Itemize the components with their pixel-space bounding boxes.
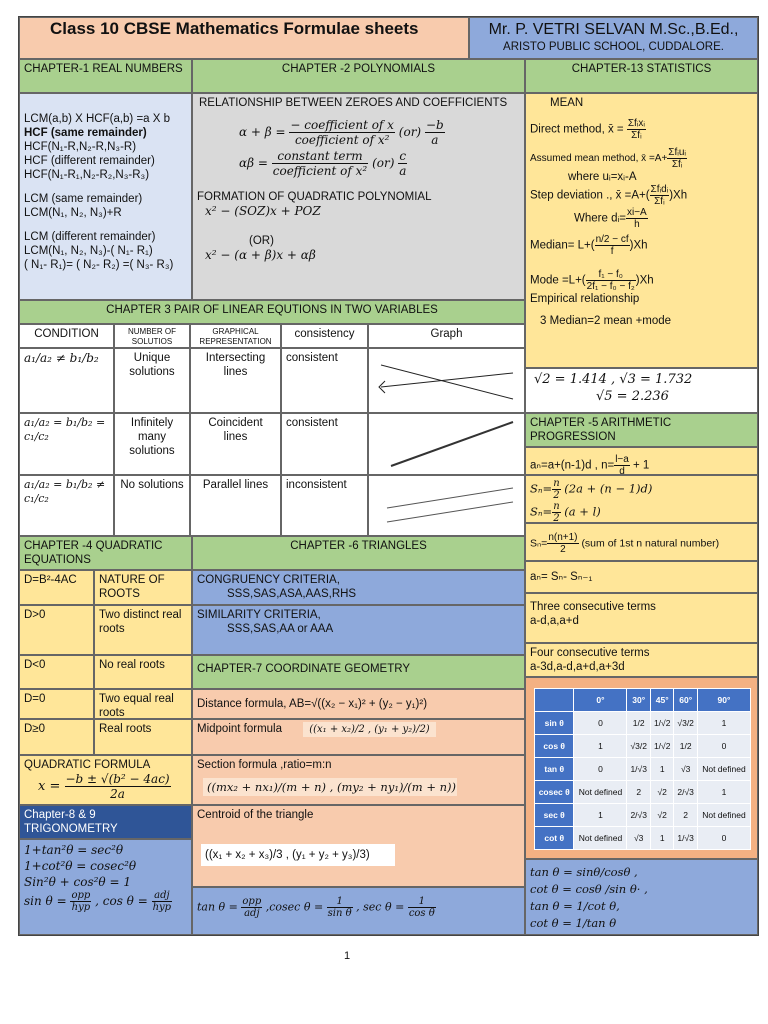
table-row [535, 827, 751, 850]
row-label: sec θ [535, 804, 574, 827]
table-cell: 1/√3 [674, 827, 697, 850]
tan-num: opp [242, 896, 262, 907]
step-den: Σfᵢ [654, 196, 665, 207]
table-cell: 2/√3 [674, 781, 697, 804]
direct-den: Σfᵢ [631, 130, 642, 141]
row-label: cos θ [535, 735, 574, 758]
prod-den: coefficient of x² [272, 164, 368, 178]
table-cell: √3 [674, 758, 697, 781]
ap-three-terms [525, 593, 758, 643]
ch1-line: HCF (different remainder) [24, 155, 155, 167]
ch1-heading: CHAPTER-1 REAL NUMBERS [19, 59, 192, 93]
table-row [535, 781, 751, 804]
table-cell: 2 [627, 781, 650, 804]
identity-3: Sin²θ + cos²θ = 1 [24, 875, 131, 889]
sn2-num: n [553, 501, 560, 512]
trig-ratios-2 [192, 887, 525, 935]
sum-or: (or) [398, 125, 422, 139]
ch1-line: LCM (different remainder) [24, 231, 156, 243]
trig-table-box [525, 677, 758, 859]
table-header: 60° [674, 689, 697, 712]
four-terms: a-3d,a-d,a+d,a+3d [530, 661, 625, 673]
row-label: sin θ [535, 712, 574, 735]
ch13-body [525, 93, 758, 368]
trig-relations [525, 859, 758, 935]
table-cell: 1 [650, 758, 673, 781]
ap-natural-sum [525, 523, 758, 561]
title-text: Class 10 CBSE Mathematics Formulae sheets [50, 19, 419, 38]
ch1-line: LCM(N₁, N₂, N₃)-( N₁- R₁) [24, 245, 153, 257]
table-cell: 1 [650, 827, 673, 850]
table-cell: 1/√3 [627, 758, 650, 781]
cosec-num: 1 [327, 896, 353, 908]
snn-note: (sum of 1st n natural number) [581, 537, 720, 550]
similarity-title: SIMILARITY CRITERIA, [197, 609, 321, 621]
ap-nth-term [525, 447, 758, 475]
median-num: n/2 − cf [595, 234, 629, 245]
roots-line-1: √2 = 1.414 , √3 = 1.732 [534, 372, 693, 387]
centroid-expression: ((x₁ + x₂ + x₃)/3 , (y₁ + y₂ + y₃)/3) [201, 844, 395, 866]
qf-title: QUADRATIC FORMULA [24, 759, 151, 771]
formation-formula-1: x² − (SOZ)x + POZ [205, 204, 321, 218]
sin-den: hyp [71, 902, 91, 913]
cosec-den: sin θ [327, 908, 352, 919]
ap-four-terms [525, 643, 758, 677]
col-solutions: NUMBER OF SOLUTIOS [114, 324, 190, 348]
sn1-den: 2 [553, 490, 560, 501]
table-cell: 1 [697, 712, 750, 735]
ch3-heading: CHAPTER 3 PAIR OF LINEAR EQUTIONS IN TWO VARIABLES [19, 300, 525, 324]
assumed-num: Σfᵢuᵢ [668, 147, 686, 158]
mean-heading: MEAN [550, 97, 584, 109]
ch2-heading: CHAPTER -2 POLYNOMIALS [192, 59, 525, 93]
sn-formula-2 [530, 501, 753, 523]
section-formula [192, 755, 525, 805]
quadratic-formula [19, 755, 192, 805]
d-nature-1: Two distinct real roots [94, 605, 192, 655]
col-graph: Graph [368, 324, 525, 348]
sum-num2: −b [425, 118, 444, 132]
ch13-heading: CHAPTER-13 STATISTICS [525, 59, 758, 93]
where-d-num: xi−A [627, 207, 647, 218]
table-cell: 1 [697, 781, 750, 804]
table-cell: 0 [697, 827, 750, 850]
direct-num: Σfᵢxᵢ [627, 118, 645, 129]
table-cell: √2 [650, 804, 673, 827]
midpoint [192, 719, 525, 755]
ch1-line: HCF (same remainder) [24, 127, 147, 139]
section-expression: ((mx₂ + nx₁)/(m + n) , (my₂ + ny₁)/(m + n)) [203, 778, 457, 796]
table-header: 30° [627, 689, 650, 712]
identity-1: 1+tan²θ = sec²θ [24, 843, 124, 857]
sec-den: cos θ [408, 908, 435, 919]
d-nature-2: No real roots [94, 655, 192, 689]
table-cell: √3/2 [627, 735, 650, 758]
ap-sum [525, 475, 758, 523]
table-cell: Not defined [574, 827, 627, 850]
table-cell: 1/2 [674, 735, 697, 758]
sum-den: coefficient of x² [294, 133, 390, 147]
col-condition: CONDITION [19, 324, 114, 348]
d-cond-2: D<0 [19, 655, 94, 689]
row2-graph [368, 413, 525, 475]
median-formula: Median= L+( $\frac{n/2 - cf}{f}$ )Xh [530, 234, 648, 257]
table-cell: Not defined [697, 758, 750, 781]
row3-graph [368, 475, 525, 536]
table-cell: 0 [574, 758, 627, 781]
empirical-heading: Empirical relationship [530, 293, 640, 305]
d-cond-1: D>0 [19, 605, 94, 655]
centroid [192, 805, 525, 887]
table-cell: 0 [697, 735, 750, 758]
trig-identities [19, 839, 192, 935]
ch1-body [19, 93, 192, 300]
assumed-mean [530, 147, 753, 170]
sec-label: , sec θ = [356, 900, 405, 914]
relation-1: tan θ = sinθ/cosθ , [530, 865, 638, 879]
row2-condition: a₁/a₂ = b₁/b₂ = c₁/c₂ [19, 413, 114, 475]
where-d [574, 207, 753, 230]
table-cell: 1/√2 [650, 735, 673, 758]
row-label: cosec θ [535, 781, 574, 804]
sn1-rest: (2a + (n − 1)d) [564, 481, 653, 496]
roots-box [525, 368, 758, 413]
cos-label: , cos θ = [95, 894, 148, 908]
table-cell: 2/√3 [627, 804, 650, 827]
table-header: 90° [697, 689, 750, 712]
n-den: d [619, 466, 625, 475]
table-cell: 1/2 [627, 712, 650, 735]
ch1-line: HCF(N₁-R,N₂-R,N₃-R) [24, 141, 137, 153]
mode-label: Mode =L+ [530, 274, 582, 287]
congruency [192, 570, 525, 605]
d-nature-3: Two equal real roots [94, 689, 192, 719]
n-end: + 1 [633, 459, 650, 472]
three-terms: a-d,a,a+d [530, 615, 579, 627]
table-row [535, 758, 751, 781]
sin-cos-ratios [24, 890, 187, 913]
row1-solutions: Unique solutions [114, 348, 190, 413]
table-cell: √3/2 [674, 712, 697, 735]
prod-lhs: αβ = [239, 156, 268, 170]
row2-graphical: Coincident lines [190, 413, 281, 475]
sum-num: − coefficient of x [290, 118, 394, 132]
ch1-line: ( N₁- R₁)= ( N₂- R₂) =( N₃- R₃) [24, 259, 174, 271]
ch2-subheading: RELATIONSHIP BETWEEN ZEROES AND COEFFICIENTS [199, 97, 508, 109]
direct-label: Direct method, x̄ = [530, 123, 624, 136]
ch1-line: LCM(a,b) X HCF(a,b) =a X b [24, 113, 171, 125]
page-number: 1 [343, 950, 351, 962]
median-end: Xh [633, 239, 648, 252]
ch1-line: HCF(N₁-R₁,N₂-R₂,N₃-R₃) [24, 169, 150, 181]
mode-den: 2f₁ − f₀ − f₂ [586, 281, 635, 292]
table-header [535, 689, 574, 712]
mode-end: Xh [639, 274, 654, 287]
sin-label: sin θ = [24, 894, 67, 908]
snn-label: Sₙ= [530, 537, 548, 550]
empirical-relation: 3 Median=2 mean +mode [540, 315, 672, 327]
prod-num: constant term [272, 149, 368, 164]
d-nature-4: Real roots [94, 719, 192, 755]
row-label: cot θ [535, 827, 574, 850]
trig-values-table [534, 688, 751, 850]
qf-lhs: x = [38, 779, 61, 794]
sum-den2: a [431, 133, 439, 147]
col-graphical: GRAPHICAL REPRESENTATION [190, 324, 281, 348]
sheet-title [19, 17, 469, 59]
qf-num: −b ± √(b² − 4ac) [65, 772, 170, 786]
ch1-line: LCM(N₁, N₂, N₃)+R [24, 207, 122, 219]
mode-formula: Mode =L+( $\frac{\text{f₁ − f₀}}{\text{2f₁ − f₀ − f₂}}$ )Xh [530, 269, 654, 292]
sn-formula-1 [530, 478, 753, 501]
ch7-heading: CHAPTER-7 COORDINATE GEOMETRY [192, 655, 525, 689]
discriminant: D=B²-4AC [19, 570, 94, 605]
step-num: Σfᵢdᵢ [650, 184, 669, 195]
cos-den: hyp [152, 902, 172, 913]
row2-consistency: consistent [281, 413, 368, 475]
step-deviation [530, 184, 753, 207]
table-row [535, 712, 751, 735]
midpoint-label: Midpoint formula [197, 723, 283, 735]
relation-4: cot θ = 1/tan θ [530, 916, 617, 930]
where-d-den: h [634, 219, 640, 230]
congruency-title: CONGRUENCY CRITERIA, [197, 574, 340, 586]
formula-sheet [18, 16, 759, 936]
n-num: l−a [615, 454, 629, 465]
qf-expression [38, 772, 187, 801]
sn2-rest: (a + l) [564, 504, 601, 519]
coincident-lines-graph [373, 416, 521, 471]
sn1-num: n [553, 478, 560, 489]
table-cell: 0 [574, 712, 627, 735]
table-cell: Not defined [697, 804, 750, 827]
row3-condition: a₁/a₂ = b₁/b₂ ≠ c₁/c₂ [19, 475, 114, 536]
snn-num: n(n+1) [548, 532, 578, 543]
table-row [535, 735, 751, 758]
where-d-label: Where dᵢ= [574, 212, 626, 225]
distance-formula: Distance formula, AB=√((x₂ − x₁)² + (y₂ − y₁)²) [192, 689, 525, 719]
row3-solutions: No solutions [114, 475, 190, 536]
three-title: Three consecutive terms [530, 601, 656, 613]
congruency-list: SSS,SAS,ASA,AAS,RHS [227, 588, 357, 600]
prod-num2: c [399, 149, 407, 163]
step-label: Step deviation ., x̄ =A+( [530, 189, 650, 202]
roots-line-2: √5 = 2.236 [596, 389, 669, 404]
row3-graphical: Parallel lines [190, 475, 281, 536]
sec-num: 1 [408, 896, 436, 908]
sn1-label: Sₙ= [530, 481, 553, 496]
section-label: Section formula ,ratio=m:n [197, 759, 332, 771]
school-name: ARISTO PUBLIC SCHOOL, CUDDALORE. [503, 41, 724, 53]
table-cell: Not defined [574, 781, 627, 804]
row3-consistency: inconsistent [281, 475, 368, 536]
where-u: where uᵢ=xᵢ-A [568, 171, 637, 183]
tan-label: tan θ = [197, 900, 238, 914]
row2-solutions: Infinitely many solutions [114, 413, 190, 475]
identity-2: 1+cot²θ = cosec²θ [24, 859, 137, 873]
table-header: 0° [574, 689, 627, 712]
d-cond-4: D≥0 [19, 719, 94, 755]
midpoint-formula: ((x₁ + x₂)/2 , (y₁ + y₂)/2) [303, 722, 436, 737]
step-end: )Xh [669, 189, 688, 202]
table-cell: 1 [574, 804, 627, 827]
snn-den: 2 [560, 544, 566, 555]
table-row [535, 804, 751, 827]
ap-an-sn: aₙ= Sₙ- Sₙ₋₁ [525, 561, 758, 593]
assumed-label: Assumed mean method, x̄ =A+ [530, 153, 668, 165]
formation-formula-2: x² − (α + β)x + αβ [205, 248, 316, 262]
centroid-label: Centroid of the triangle [197, 809, 314, 821]
similarity-list: SSS,SAS,AA or AAA [227, 623, 334, 635]
qf-den: 2a [110, 787, 125, 801]
cosec-label: ,cosec θ = [265, 900, 324, 914]
parallel-lines-graph [373, 478, 521, 532]
formation-heading: FORMATION OF QUADRATIC POLYNOMIAL [197, 191, 432, 203]
mode-num: f₁ − f₀ [586, 269, 636, 281]
median-label: Median= L+ [530, 239, 591, 252]
ch2-body [192, 93, 525, 300]
ch6-heading: CHAPTER -6 TRIANGLES [192, 536, 525, 570]
nature-heading: NATURE OF ROOTS [94, 570, 192, 605]
assumed-den: Σfᵢ [671, 159, 683, 170]
row1-graph [368, 348, 525, 413]
sn2-label: Sₙ= [530, 504, 553, 519]
sin-num: opp [71, 890, 91, 901]
table-cell: √2 [650, 781, 673, 804]
row1-graphical: Intersecting lines [190, 348, 281, 413]
row-label: tan θ [535, 758, 574, 781]
four-title: Four consecutive terms [530, 647, 650, 659]
prod-den2: a [399, 164, 407, 178]
relation-3: tan θ = 1/cot θ, [530, 899, 620, 913]
or-label: (OR) [249, 235, 274, 247]
tan-den: adj [244, 908, 260, 919]
author-name: Mr. P. VETRI SELVAN M.Sc.,B.Ed., [488, 21, 739, 38]
cos-num: adj [152, 890, 173, 902]
ch5-heading: CHAPTER -5 ARITHMETIC PROGRESSION [525, 413, 758, 447]
table-cell: 2 [674, 804, 697, 827]
an-formula: aₙ=a+(n-1)d , n= [530, 459, 615, 472]
table-cell: 1/√2 [650, 712, 673, 735]
row1-consistency: consistent [281, 348, 368, 413]
sum-of-zeroes [239, 118, 520, 147]
author-box [469, 17, 758, 59]
d-cond-3: D=0 [19, 689, 94, 719]
ch4-heading: CHAPTER -4 QUADRATIC EQUATIONS [19, 536, 192, 570]
relation-2: cot θ = cosθ /sin θ· , [530, 882, 648, 896]
col-consistency: consistency [281, 324, 368, 348]
sum-lhs: α + β = [239, 125, 286, 139]
product-of-zeroes [239, 149, 520, 178]
table-cell: √3 [627, 827, 650, 850]
direct-method [530, 118, 753, 141]
table-header: 45° [650, 689, 673, 712]
ch1-line: LCM (same remainder) [24, 193, 143, 205]
prod-or: (or) [372, 156, 395, 170]
table-cell: 1 [574, 735, 627, 758]
similarity [192, 605, 525, 655]
row1-condition: a₁/a₂ ≠ b₁/b₂ [19, 348, 114, 413]
intersecting-lines-graph [373, 351, 521, 409]
sn2-den: 2 [553, 513, 560, 523]
median-den: f [610, 246, 614, 257]
ch8-heading: Chapter-8 & 9 TRIGONOMETRY [19, 805, 192, 839]
